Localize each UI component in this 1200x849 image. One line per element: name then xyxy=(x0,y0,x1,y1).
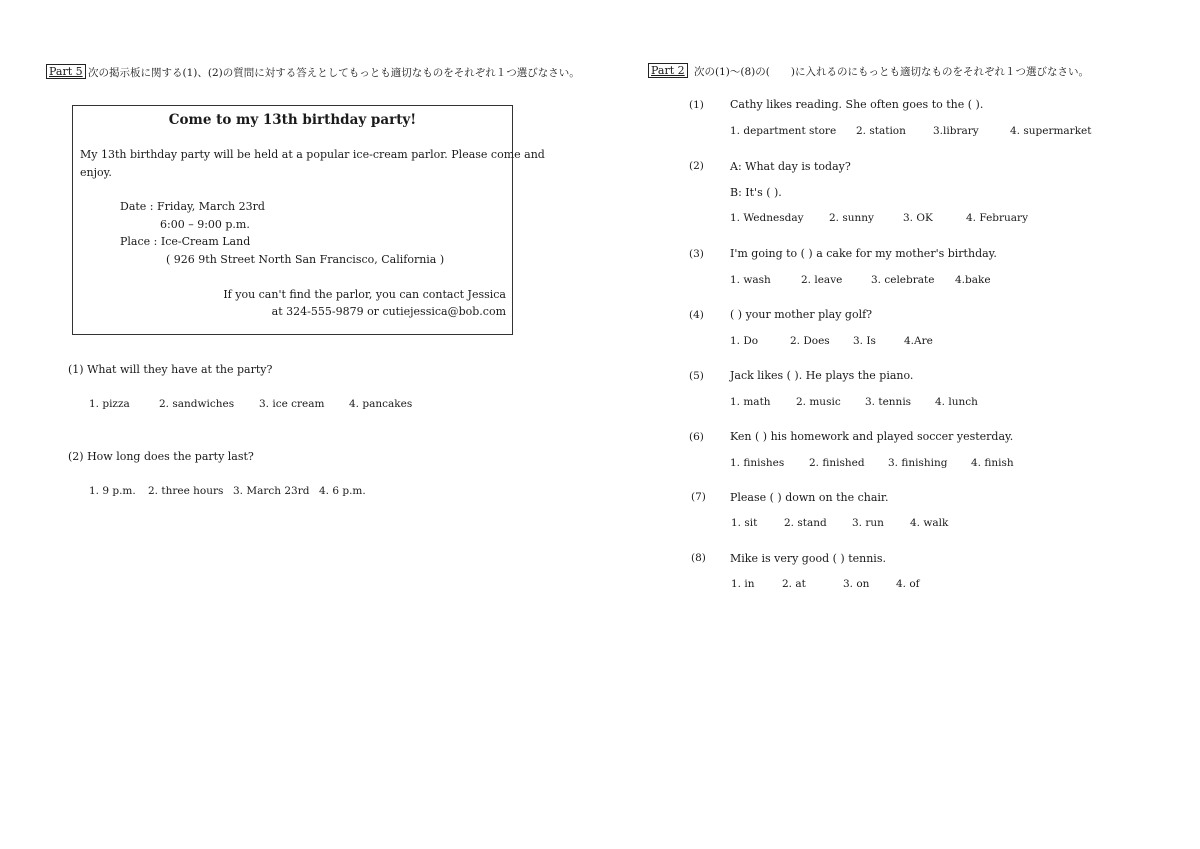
notice-date: Date : Friday, March 23rd xyxy=(120,200,265,213)
p2-q7-text: Please ( ) down on the chair. xyxy=(730,491,889,504)
part5-question-2: (2) How long does the party last? xyxy=(68,450,254,463)
part5-label: Part 5 xyxy=(46,64,86,79)
p2q7-option-3: 3. run xyxy=(852,517,884,529)
p2-qnum-2: (2) xyxy=(689,160,704,172)
p2-q8-text: Mike is very good ( ) tennis. xyxy=(730,552,886,565)
notice-time: 6:00 – 9:00 p.m. xyxy=(160,218,250,231)
p5q1-option-2: 2. sandwiches xyxy=(159,398,235,410)
p2q7-option-1: 1. sit xyxy=(731,517,758,529)
p2-q1-text: Cathy likes reading. She often goes to the ( ). xyxy=(730,98,984,111)
p5q2-option-2: 2. three hours xyxy=(148,485,224,497)
p2q1-option-2: 2. station xyxy=(856,125,906,137)
notice-body-line2: enjoy. xyxy=(80,166,112,179)
p2q2-option-4: 4. February xyxy=(966,212,1028,224)
p2q7-option-4: 4. walk xyxy=(910,517,949,529)
part2-label: Part 2 xyxy=(648,63,688,78)
notice-place: Place : Ice-Cream Land xyxy=(120,235,251,248)
notice-contact-line1: If you can't find the parlor, you can contact Jessica xyxy=(223,288,506,301)
p2q5-option-4: 4. lunch xyxy=(935,396,978,408)
part5-question-1: (1) What will they have at the party? xyxy=(68,363,273,376)
p5q2-option-3: 3. March 23rd xyxy=(233,485,310,497)
p2-q4-text: ( ) your mother play golf? xyxy=(730,308,873,321)
p2q6-option-4: 4. finish xyxy=(971,457,1014,469)
p2q1-option-4: 4. supermarket xyxy=(1010,125,1092,137)
p2-q2-line2: B: It's ( ). xyxy=(730,186,782,199)
p2q3-option-2: 2. leave xyxy=(801,274,843,286)
p2q6-option-1: 1. finishes xyxy=(730,457,785,469)
p2q6-option-2: 2. finished xyxy=(809,457,865,469)
p2-qnum-4: (4) xyxy=(689,309,704,321)
p2q8-option-3: 3. on xyxy=(843,578,870,590)
p2-q6-text: Ken ( ) his homework and played soccer yesterday. xyxy=(730,430,1014,443)
p2q8-option-4: 4. of xyxy=(896,578,920,590)
p2q1-option-1: 1. department store xyxy=(730,125,837,137)
p2-qnum-7: (7) xyxy=(691,491,706,503)
p2q5-option-2: 2. music xyxy=(796,396,841,408)
p2-q5-text: Jack likes ( ). He plays the piano. xyxy=(730,369,914,382)
p2q5-option-3: 3. tennis xyxy=(865,396,912,408)
p2q1-option-3: 3.library xyxy=(933,125,979,137)
p2q8-option-1: 1. in xyxy=(731,578,755,590)
part5-instruction: 次の掲示板に関する(1)、(2)の質問に対する答えとしてもっとも適切なものをそれぞれ１つ選びなさい。 xyxy=(88,67,580,79)
p2q3-option-3: 3. celebrate xyxy=(871,274,935,286)
p2q6-option-3: 3. finishing xyxy=(888,457,948,469)
p2-qnum-3: (3) xyxy=(689,248,704,260)
notice-board xyxy=(72,105,545,335)
p2-q2-line1: A: What day is today? xyxy=(730,160,851,173)
p2-qnum-6: (6) xyxy=(689,431,704,443)
p2q3-option-4: 4.bake xyxy=(955,274,991,286)
p2q4-option-2: 2. Does xyxy=(790,335,830,347)
p5q2-option-1: 1. 9 p.m. xyxy=(89,485,136,497)
p2q3-option-1: 1. wash xyxy=(730,274,771,286)
p2q7-option-2: 2. stand xyxy=(784,517,827,529)
notice-body-line1: My 13th birthday party will be held at a popular ice-cream parlor. Please come and xyxy=(80,148,545,161)
p2q2-option-2: 2. sunny xyxy=(829,212,874,224)
p2-qnum-1: (1) xyxy=(689,99,704,111)
p5q1-option-1: 1. pizza xyxy=(89,398,130,410)
p2-qnum-8: (8) xyxy=(691,552,706,564)
p2q8-option-2: 2. at xyxy=(782,578,806,590)
notice-address: ( 926 9th Street North San Francisco, California ) xyxy=(166,253,445,266)
notice-title: Come to my 13th birthday party! xyxy=(168,112,417,128)
p2q4-option-1: 1. Do xyxy=(730,335,759,347)
p5q2-option-4: 4. 6 p.m. xyxy=(319,485,366,497)
p2-qnum-5: (5) xyxy=(689,370,704,382)
notice-contact-line2: at 324-555-9879 or cutiejessica@bob.com xyxy=(271,305,506,318)
p2q2-option-1: 1. Wednesday xyxy=(730,212,804,224)
p2q4-option-3: 3. Is xyxy=(853,335,876,347)
part2-instruction: 次の(1)～(8)の( )に入れるのにもっとも適切なものをそれぞれ１つ選びなさい。 xyxy=(694,66,1089,78)
p5q1-option-4: 4. pancakes xyxy=(349,398,413,410)
p2q5-option-1: 1. math xyxy=(730,396,771,408)
p2q2-option-3: 3. OK xyxy=(903,212,933,224)
p5q1-option-3: 3. ice cream xyxy=(259,398,325,410)
p2q4-option-4: 4.Are xyxy=(904,335,933,347)
p2-q3-text: I'm going to ( ) a cake for my mother's birthday. xyxy=(730,247,997,260)
